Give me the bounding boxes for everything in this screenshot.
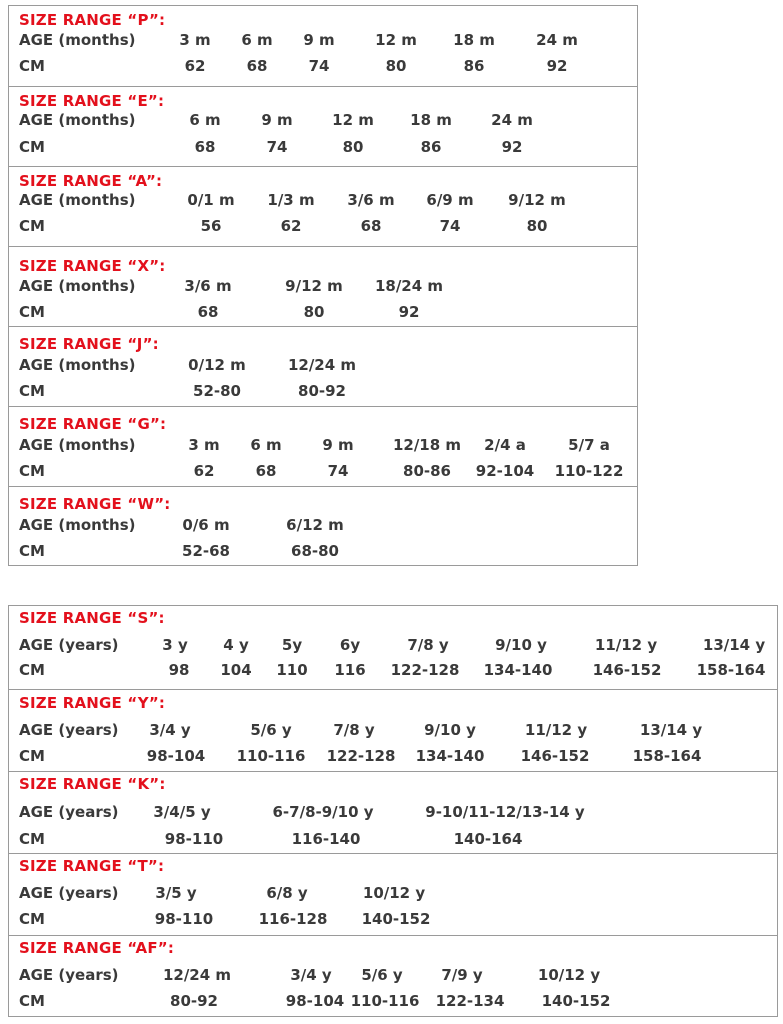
cm-value: 62 — [193, 462, 215, 480]
cm-value: 68 — [246, 57, 268, 75]
age-value: 10/12 y — [537, 966, 601, 984]
age-value: 5/6 y — [361, 966, 403, 984]
months-size-table — [8, 5, 638, 566]
size-range-title: SIZE RANGE “A”: — [19, 172, 163, 190]
size-range-title: SIZE RANGE “T”: — [19, 857, 165, 875]
age-value: 10/12 y — [362, 884, 426, 902]
age-value: 6-7/8-9/10 y — [272, 803, 374, 821]
age-value: 1/3 m — [267, 191, 315, 209]
age-value: 6/8 y — [266, 884, 308, 902]
age-value: 3 m — [179, 31, 211, 49]
cm-value: 80-92 — [170, 992, 218, 1010]
cm-value: 158-164 — [632, 747, 702, 765]
cm-value: 98-110 — [154, 910, 214, 928]
size-range-section — [9, 689, 777, 771]
age-value: 18/24 m — [374, 277, 444, 295]
age-value: 9/10 y — [424, 721, 476, 739]
cm-value: 92 — [546, 57, 568, 75]
cm-value: 146-152 — [592, 661, 662, 679]
cm-row-label: CM — [19, 992, 45, 1010]
cm-value: 68 — [360, 217, 382, 235]
size-range-section — [9, 606, 777, 689]
size-range-title: SIZE RANGE “W”: — [19, 495, 171, 513]
age-value: 9-10/11-12/13-14 y — [425, 803, 585, 821]
age-value: 11/12 y — [524, 721, 588, 739]
cm-value: 92 — [501, 138, 523, 156]
age-value: 5y — [281, 636, 303, 654]
cm-value: 110-116 — [236, 747, 306, 765]
age-value: 6 m — [189, 111, 221, 129]
size-range-title: SIZE RANGE “S”: — [19, 609, 165, 627]
cm-value: 134-140 — [483, 661, 553, 679]
age-row-label: AGE (months) — [19, 277, 136, 295]
cm-value: 86 — [463, 57, 485, 75]
cm-value: 116 — [334, 661, 366, 679]
cm-value: 110 — [276, 661, 308, 679]
age-value: 12/24 m — [287, 356, 357, 374]
age-value: 9/12 m — [285, 277, 343, 295]
cm-value: 80 — [342, 138, 364, 156]
size-range-title: SIZE RANGE “J”: — [19, 335, 159, 353]
age-value: 11/12 y — [594, 636, 658, 654]
cm-row-label: CM — [19, 217, 45, 235]
size-range-section — [9, 246, 637, 326]
cm-value: 62 — [184, 57, 206, 75]
age-value: 6y — [339, 636, 361, 654]
cm-value: 122-134 — [435, 992, 505, 1010]
cm-value: 68-80 — [291, 542, 339, 560]
cm-row-label: CM — [19, 661, 45, 679]
cm-row-label: CM — [19, 138, 45, 156]
age-value: 3 y — [162, 636, 188, 654]
age-row-label: AGE (years) — [19, 721, 119, 739]
cm-value: 68 — [255, 462, 277, 480]
age-value: 6/12 m — [286, 516, 344, 534]
cm-value: 98-104 — [285, 992, 345, 1010]
size-range-section — [9, 935, 777, 1018]
age-value: 12/24 m — [162, 966, 232, 984]
cm-row-label: CM — [19, 542, 45, 560]
age-row-label: AGE (months) — [19, 31, 136, 49]
cm-value: 92 — [398, 303, 420, 321]
years-size-table — [8, 605, 778, 1017]
age-row-label: AGE (months) — [19, 191, 136, 209]
age-value: 4 y — [223, 636, 249, 654]
cm-value: 74 — [327, 462, 349, 480]
cm-value: 80 — [526, 217, 548, 235]
cm-row-label: CM — [19, 910, 45, 928]
cm-value: 140-164 — [453, 830, 523, 848]
age-row-label: AGE (months) — [19, 436, 136, 454]
age-value: 9 m — [303, 31, 335, 49]
cm-value: 52-68 — [182, 542, 230, 560]
age-value: 9 m — [261, 111, 293, 129]
cm-value: 80-92 — [298, 382, 346, 400]
size-range-section — [9, 486, 637, 566]
age-value: 0/6 m — [182, 516, 230, 534]
age-value: 18 m — [410, 111, 452, 129]
cm-value: 158-164 — [696, 661, 766, 679]
age-row-label: AGE (months) — [19, 516, 136, 534]
size-range-section — [9, 326, 637, 406]
age-row-label: AGE (years) — [19, 966, 119, 984]
size-range-title: SIZE RANGE “X”: — [19, 257, 166, 275]
cm-value: 98-104 — [146, 747, 206, 765]
age-value: 6/9 m — [426, 191, 474, 209]
cm-row-label: CM — [19, 57, 45, 75]
cm-value: 140-152 — [361, 910, 431, 928]
age-value: 6 m — [250, 436, 282, 454]
cm-value: 68 — [197, 303, 219, 321]
size-range-section — [9, 771, 777, 853]
age-value: 0/12 m — [188, 356, 246, 374]
age-value: 24 m — [491, 111, 533, 129]
age-value: 7/8 y — [333, 721, 375, 739]
cm-value: 74 — [439, 217, 461, 235]
cm-value: 98 — [168, 661, 190, 679]
age-row-label: AGE (years) — [19, 803, 119, 821]
size-range-title: SIZE RANGE “Y”: — [19, 694, 166, 712]
cm-value: 110-122 — [554, 462, 624, 480]
size-range-section — [9, 406, 637, 486]
cm-value: 80 — [385, 57, 407, 75]
cm-row-label: CM — [19, 382, 45, 400]
cm-value: 104 — [220, 661, 252, 679]
age-value: 3/4/5 y — [153, 803, 211, 821]
age-value: 5/6 y — [250, 721, 292, 739]
cm-value: 80 — [303, 303, 325, 321]
size-range-title: SIZE RANGE “AF”: — [19, 939, 175, 957]
cm-row-label: CM — [19, 747, 45, 765]
age-value: 3/4 y — [149, 721, 191, 739]
size-range-title: SIZE RANGE “K”: — [19, 775, 166, 793]
age-value: 12 m — [375, 31, 417, 49]
cm-value: 116-128 — [258, 910, 328, 928]
cm-value: 92-104 — [475, 462, 535, 480]
cm-value: 122-128 — [390, 661, 460, 679]
age-value: 3/4 y — [290, 966, 332, 984]
age-value: 7/9 y — [441, 966, 483, 984]
cm-value: 110-116 — [350, 992, 420, 1010]
age-value: 9/10 y — [495, 636, 547, 654]
cm-value: 74 — [308, 57, 330, 75]
size-range-section — [9, 86, 637, 166]
age-value: 0/1 m — [187, 191, 235, 209]
age-row-label: AGE (years) — [19, 884, 119, 902]
size-range-section — [9, 166, 637, 246]
cm-value: 68 — [194, 138, 216, 156]
cm-value: 146-152 — [520, 747, 590, 765]
age-value: 3 m — [188, 436, 220, 454]
cm-value: 62 — [280, 217, 302, 235]
age-value: 24 m — [536, 31, 578, 49]
cm-value: 74 — [266, 138, 288, 156]
cm-value: 122-128 — [326, 747, 396, 765]
size-range-title: SIZE RANGE “G”: — [19, 415, 167, 433]
age-value: 2/4 a — [484, 436, 526, 454]
age-value: 7/8 y — [407, 636, 449, 654]
cm-value: 56 — [200, 217, 222, 235]
cm-row-label: CM — [19, 303, 45, 321]
cm-value: 80-86 — [403, 462, 451, 480]
age-row-label: AGE (months) — [19, 111, 136, 129]
age-value: 9 m — [322, 436, 354, 454]
cm-value: 116-140 — [291, 830, 361, 848]
age-value: 6 m — [241, 31, 273, 49]
age-value: 13/14 y — [702, 636, 766, 654]
age-value: 12 m — [332, 111, 374, 129]
age-value: 3/5 y — [155, 884, 197, 902]
cm-value: 86 — [420, 138, 442, 156]
age-value: 3/6 m — [184, 277, 232, 295]
cm-row-label: CM — [19, 830, 45, 848]
age-value: 18 m — [453, 31, 495, 49]
age-row-label: AGE (years) — [19, 636, 119, 654]
size-range-title: SIZE RANGE “E”: — [19, 92, 165, 110]
cm-value: 52-80 — [193, 382, 241, 400]
age-value: 9/12 m — [508, 191, 566, 209]
age-value: 5/7 a — [568, 436, 610, 454]
size-range-section — [9, 6, 637, 86]
size-range-title: SIZE RANGE “P”: — [19, 11, 166, 29]
age-value: 13/14 y — [639, 721, 703, 739]
age-value: 3/6 m — [347, 191, 395, 209]
cm-value: 98-110 — [164, 830, 224, 848]
cm-value: 140-152 — [541, 992, 611, 1010]
age-row-label: AGE (months) — [19, 356, 136, 374]
age-value: 12/18 m — [392, 436, 462, 454]
cm-row-label: CM — [19, 462, 45, 480]
cm-value: 134-140 — [415, 747, 485, 765]
size-range-section — [9, 853, 777, 935]
